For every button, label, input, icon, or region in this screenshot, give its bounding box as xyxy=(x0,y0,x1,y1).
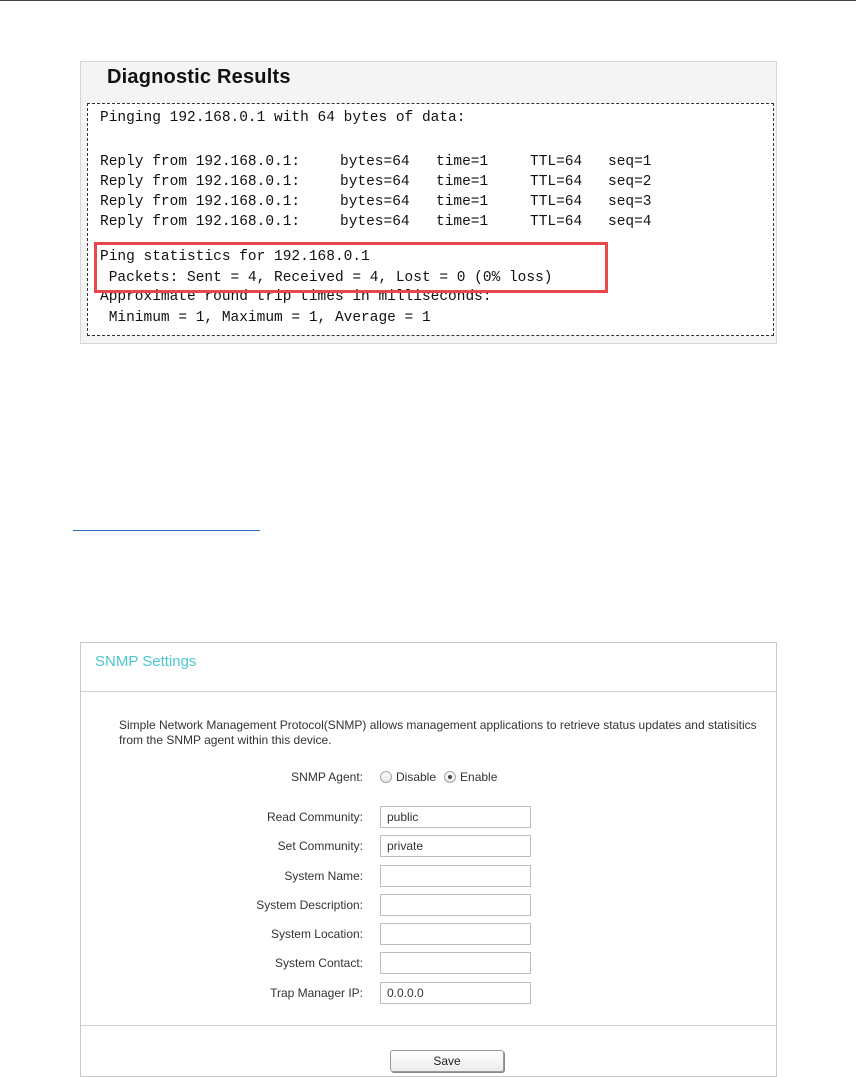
top-divider xyxy=(0,0,856,1)
snmp-settings-title: SNMP Settings xyxy=(95,653,197,670)
reply-seq: seq=2 xyxy=(608,174,652,190)
ping-statistics-line: Ping statistics for 192.168.0.1 xyxy=(100,249,370,265)
diagnostic-title: Diagnostic Results xyxy=(107,66,291,88)
reply-seq: seq=3 xyxy=(608,194,652,210)
reply-time: time=1 xyxy=(436,194,489,210)
snmp-agent-label: SNMP Agent: xyxy=(291,770,363,784)
snmp-agent-row xyxy=(81,766,776,788)
system-location-row xyxy=(81,923,776,945)
reply-ttl: TTL=64 xyxy=(530,194,583,210)
system-name-input[interactable] xyxy=(380,865,531,887)
disable-radio[interactable] xyxy=(380,771,392,783)
reply-bytes: bytes=64 xyxy=(340,174,410,190)
read-community-row xyxy=(81,806,776,828)
diagnostic-output-box xyxy=(87,103,774,336)
set-community-row xyxy=(81,835,776,857)
system-location-input[interactable] xyxy=(380,923,531,945)
reply-from: Reply from 192.168.0.1: xyxy=(100,194,301,210)
header-divider xyxy=(81,691,776,692)
system-description-row xyxy=(81,894,776,916)
reply-from: Reply from 192.168.0.1: xyxy=(100,174,301,190)
system-contact-label: System Contact: xyxy=(274,956,363,970)
packets-summary-line: Packets: Sent = 4, Received = 4, Lost = 0 (0% loss) xyxy=(100,270,553,286)
reply-bytes: bytes=64 xyxy=(340,214,410,230)
reply-ttl: TTL=64 xyxy=(530,174,583,190)
system-contact-row xyxy=(81,952,776,974)
reply-ttl: TTL=64 xyxy=(530,214,583,230)
footer-divider xyxy=(81,1025,776,1026)
trap-manager-ip-input[interactable] xyxy=(380,982,531,1004)
round-trip-values: Minimum = 1, Maximum = 1, Average = 1 xyxy=(100,310,431,326)
enable-radio[interactable] xyxy=(444,771,456,783)
disable-radio-label[interactable]: Disable xyxy=(396,770,437,784)
reply-row xyxy=(100,213,760,231)
system-description-label: System Description: xyxy=(256,898,363,912)
reply-bytes: bytes=64 xyxy=(340,194,410,210)
trap-manager-ip-row xyxy=(81,982,776,1004)
snmp-agent-radio-group xyxy=(380,769,505,785)
reply-row xyxy=(100,193,760,211)
set-community-label: Set Community: xyxy=(277,839,363,853)
reply-time: time=1 xyxy=(436,214,489,230)
system-location-label: System Location: xyxy=(270,927,363,941)
read-community-label: Read Community: xyxy=(266,810,363,824)
reply-row xyxy=(100,153,760,171)
reply-time: time=1 xyxy=(436,174,489,190)
ping-header-line: Pinging 192.168.0.1 with 64 bytes of data: xyxy=(100,110,466,126)
reply-from: Reply from 192.168.0.1: xyxy=(100,214,301,230)
reply-seq: seq=1 xyxy=(608,154,652,170)
snmp-settings-panel xyxy=(80,642,777,1077)
snmp-description: Simple Network Management Protocol(SNMP) allows management applications to retrieve status updates and statisitics from the SNMP agent within this device. xyxy=(119,718,757,747)
link-underline xyxy=(73,530,260,531)
statistics-highlight-box xyxy=(94,242,608,293)
set-community-input[interactable] xyxy=(380,835,531,857)
system-name-label: System Name: xyxy=(284,869,363,883)
diagnostic-results-panel xyxy=(80,61,777,344)
trap-manager-ip-label: Trap Manager IP: xyxy=(270,986,363,1000)
reply-bytes: bytes=64 xyxy=(340,154,410,170)
reply-seq: seq=4 xyxy=(608,214,652,230)
read-community-input[interactable] xyxy=(380,806,531,828)
system-contact-input[interactable] xyxy=(380,952,531,974)
system-name-row xyxy=(81,865,776,887)
reply-ttl: TTL=64 xyxy=(530,154,583,170)
system-description-input[interactable] xyxy=(380,894,531,916)
round-trip-heading: Approximate round trip times in milliseconds: xyxy=(100,289,492,305)
save-button[interactable]: Save xyxy=(390,1050,504,1072)
reply-from: Reply from 192.168.0.1: xyxy=(100,154,301,170)
enable-radio-label[interactable]: Enable xyxy=(460,770,498,784)
reply-row xyxy=(100,173,760,191)
reply-time: time=1 xyxy=(436,154,489,170)
